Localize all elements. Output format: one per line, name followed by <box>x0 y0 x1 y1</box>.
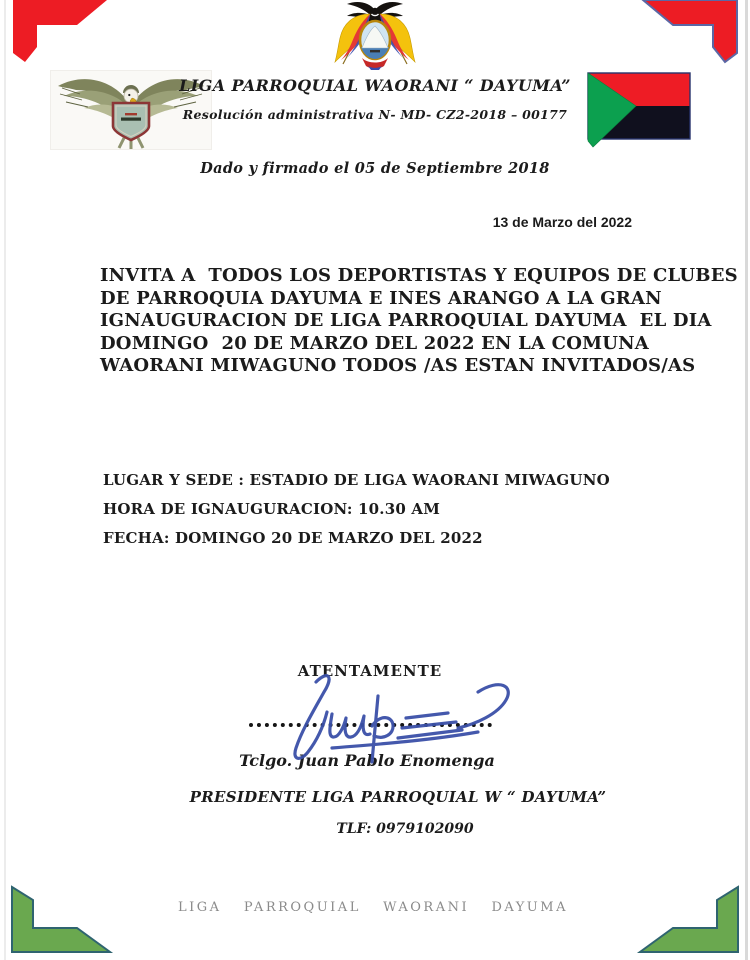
signer-phone: TLF: 0979102090 <box>336 821 474 837</box>
handwritten-signature-icon <box>272 668 522 770</box>
time-line: HORA DE IGNAUGURACION: 10.30 AM <box>103 500 441 518</box>
invitation-paragraph <box>100 265 738 378</box>
ecuador-coat-of-arms-icon <box>323 0 427 72</box>
footer-word: LIGA <box>178 900 222 915</box>
page-edge-right <box>745 0 748 960</box>
salutation: ATENTAMENTE <box>297 662 443 680</box>
corner-decoration-bottom-right-icon <box>630 880 750 960</box>
footer-watermark <box>178 900 568 915</box>
signer-name: Tclgo. Juan Pablo Enomenga <box>239 751 495 770</box>
signer-title: PRESIDENTE LIGA PARROQUIAL W “ DAYUMA” <box>189 788 607 806</box>
date-line: 13 de Marzo del 2022 <box>492 214 632 230</box>
footer-word: WAORANI <box>383 900 470 915</box>
resolution-line: Resolución administrativa N- MD- CZ2-2018 – 00177 <box>182 107 568 122</box>
issued-line: Dado y firmado el 05 de Septiembre 2018 <box>200 160 550 177</box>
footer-word: DAYUMA <box>491 900 568 915</box>
event-date-line: FECHA: DOMINGO 20 DE MARZO DEL 2022 <box>103 529 483 547</box>
page-title: LIGA PARROQUIAL WAORANI “ DAYUMA” <box>179 76 571 95</box>
invitation-line: DOMINGO 20 DE MARZO DEL 2022 EN LA COMUNA <box>100 332 649 354</box>
corner-decoration-bottom-left-icon <box>0 880 120 960</box>
invitation-line: WAORANI MIWAGUNO TODOS /AS ESTAN INVITADOS/AS <box>100 355 696 377</box>
corner-decoration-top-left-icon <box>0 0 120 70</box>
page-edge-left <box>4 0 6 960</box>
corner-decoration-top-right-icon <box>630 0 750 70</box>
invitation-line: DE PARROQUIA DAYUMA E INES ARANGO A LA GRAN <box>100 287 662 309</box>
footer-word: PARROQUIAL <box>243 900 361 915</box>
venue-line: LUGAR Y SEDE : ESTADIO DE LIGA WAORANI MIWAGUNO <box>103 471 610 489</box>
invitation-line: IGNAUGURACION DE LIGA PARROQUIAL DAYUMA EL DIA <box>100 310 712 332</box>
invitation-line: INVITA A TODOS LOS DEPORTISTAS Y EQUIPOS DE CLUBES <box>100 265 738 286</box>
